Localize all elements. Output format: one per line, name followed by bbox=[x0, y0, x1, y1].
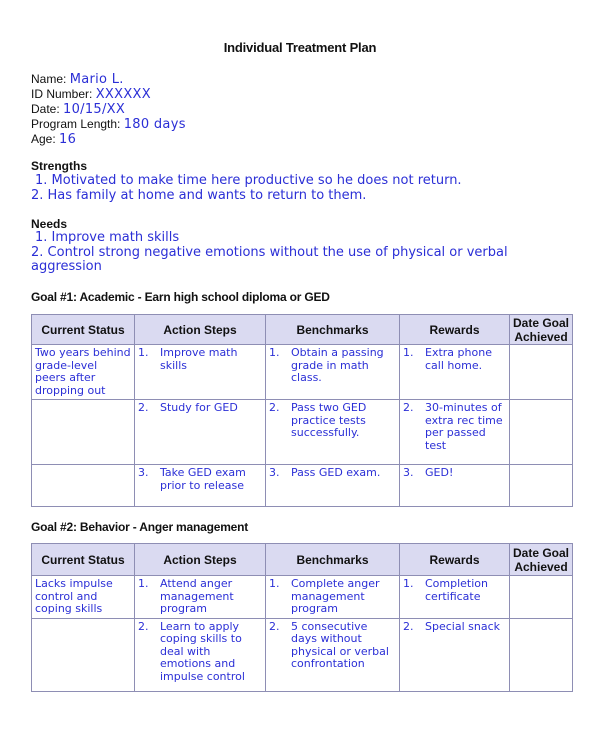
reward-cell: 1. Completion certificate bbox=[400, 576, 510, 619]
table-row bbox=[32, 618, 573, 691]
strength-item: 1. Motivated to make time here productive so he does not return. bbox=[35, 173, 462, 188]
table-header-row bbox=[32, 315, 573, 345]
info-id: ID Number: XXXXXX bbox=[31, 87, 151, 102]
goal2-heading: Goal #2: Behavior - Anger management bbox=[31, 520, 249, 534]
col-benchmarks: Benchmarks bbox=[266, 544, 400, 576]
col-date-goal-achieved: Date Goal Achieved bbox=[510, 315, 573, 345]
table-row bbox=[32, 400, 573, 465]
patient-info bbox=[31, 72, 186, 147]
strengths-heading: Strengths bbox=[31, 159, 88, 173]
reward-cell: 2. Special snack bbox=[400, 618, 510, 691]
col-date-goal-achieved: Date Goal Achieved bbox=[510, 544, 573, 576]
date-cell bbox=[510, 345, 573, 400]
date-value: 10/15/XX bbox=[63, 102, 126, 117]
needs-list bbox=[31, 231, 508, 275]
strength-item: 2. Has family at home and wants to return to them. bbox=[31, 187, 367, 203]
date-cell bbox=[510, 618, 573, 691]
date-cell bbox=[510, 576, 573, 619]
goal1-heading: Goal #1: Academic - Earn high school diploma or GED bbox=[31, 290, 330, 304]
need-item: 2. Control strong negative emotions without the use of physical or verbal bbox=[31, 244, 508, 260]
benchmark-cell: 1. Complete anger management program bbox=[266, 576, 400, 619]
name-value: Mario L. bbox=[69, 72, 124, 87]
status-cell: Lacks impulse control and coping skills bbox=[32, 576, 135, 619]
step-cell: 2. Study for GED bbox=[135, 400, 266, 465]
needs-heading: Needs bbox=[31, 217, 68, 231]
status-cell: Two years behind grade-level peers after dropping out bbox=[32, 345, 135, 400]
table-row bbox=[32, 465, 573, 507]
col-rewards: Rewards bbox=[400, 315, 510, 345]
reward-cell: 3. GED! bbox=[400, 465, 510, 507]
need-item: 1. Improve math skills bbox=[35, 230, 180, 245]
status-cell bbox=[32, 618, 135, 691]
reward-cell: 1. Extra phone call home. bbox=[400, 345, 510, 400]
col-rewards: Rewards bbox=[400, 544, 510, 576]
status-cell bbox=[32, 465, 135, 507]
table-header-row bbox=[32, 544, 573, 576]
benchmark-cell: 3. Pass GED exam. bbox=[266, 465, 400, 507]
status-cell bbox=[32, 400, 135, 465]
id-value: XXXXXX bbox=[95, 87, 151, 102]
col-benchmarks: Benchmarks bbox=[266, 315, 400, 345]
info-name: Name: Mario L. bbox=[31, 72, 124, 87]
step-cell: 1. Attend anger management program bbox=[135, 576, 266, 619]
program-length-value: 180 days bbox=[123, 117, 186, 132]
table-row bbox=[32, 345, 573, 400]
step-cell: 1. Improve math skills bbox=[135, 345, 266, 400]
age-value: 16 bbox=[59, 132, 77, 147]
strengths-list bbox=[31, 174, 462, 203]
goal2-table bbox=[31, 543, 573, 692]
col-current-status: Current Status bbox=[32, 544, 135, 576]
col-current-status: Current Status bbox=[32, 315, 135, 345]
info-date: Date: 10/15/XX bbox=[31, 102, 126, 117]
col-action-steps: Action Steps bbox=[135, 544, 266, 576]
step-cell: 2. Learn to apply coping skills to deal with emotions and impulse control bbox=[135, 618, 266, 691]
col-action-steps: Action Steps bbox=[135, 315, 266, 345]
need-item: aggression bbox=[31, 259, 102, 274]
date-cell bbox=[510, 465, 573, 507]
table-row bbox=[32, 576, 573, 619]
benchmark-cell: 2. Pass two GED practice tests successfully. bbox=[266, 400, 400, 465]
document-title: Individual Treatment Plan bbox=[223, 40, 377, 55]
benchmark-cell: 1. Obtain a passing grade in math class. bbox=[266, 345, 400, 400]
step-cell: 3. Take GED exam prior to release bbox=[135, 465, 266, 507]
reward-cell: 2. 30-minutes of extra rec time per passed test bbox=[400, 400, 510, 465]
goal1-table bbox=[31, 314, 573, 507]
benchmark-cell: 2. 5 consecutive days without physical or verbal confrontation bbox=[266, 618, 400, 691]
info-age: Age: 16 bbox=[31, 132, 77, 147]
date-cell bbox=[510, 400, 573, 465]
info-program-length: Program Length: 180 days bbox=[31, 117, 186, 132]
